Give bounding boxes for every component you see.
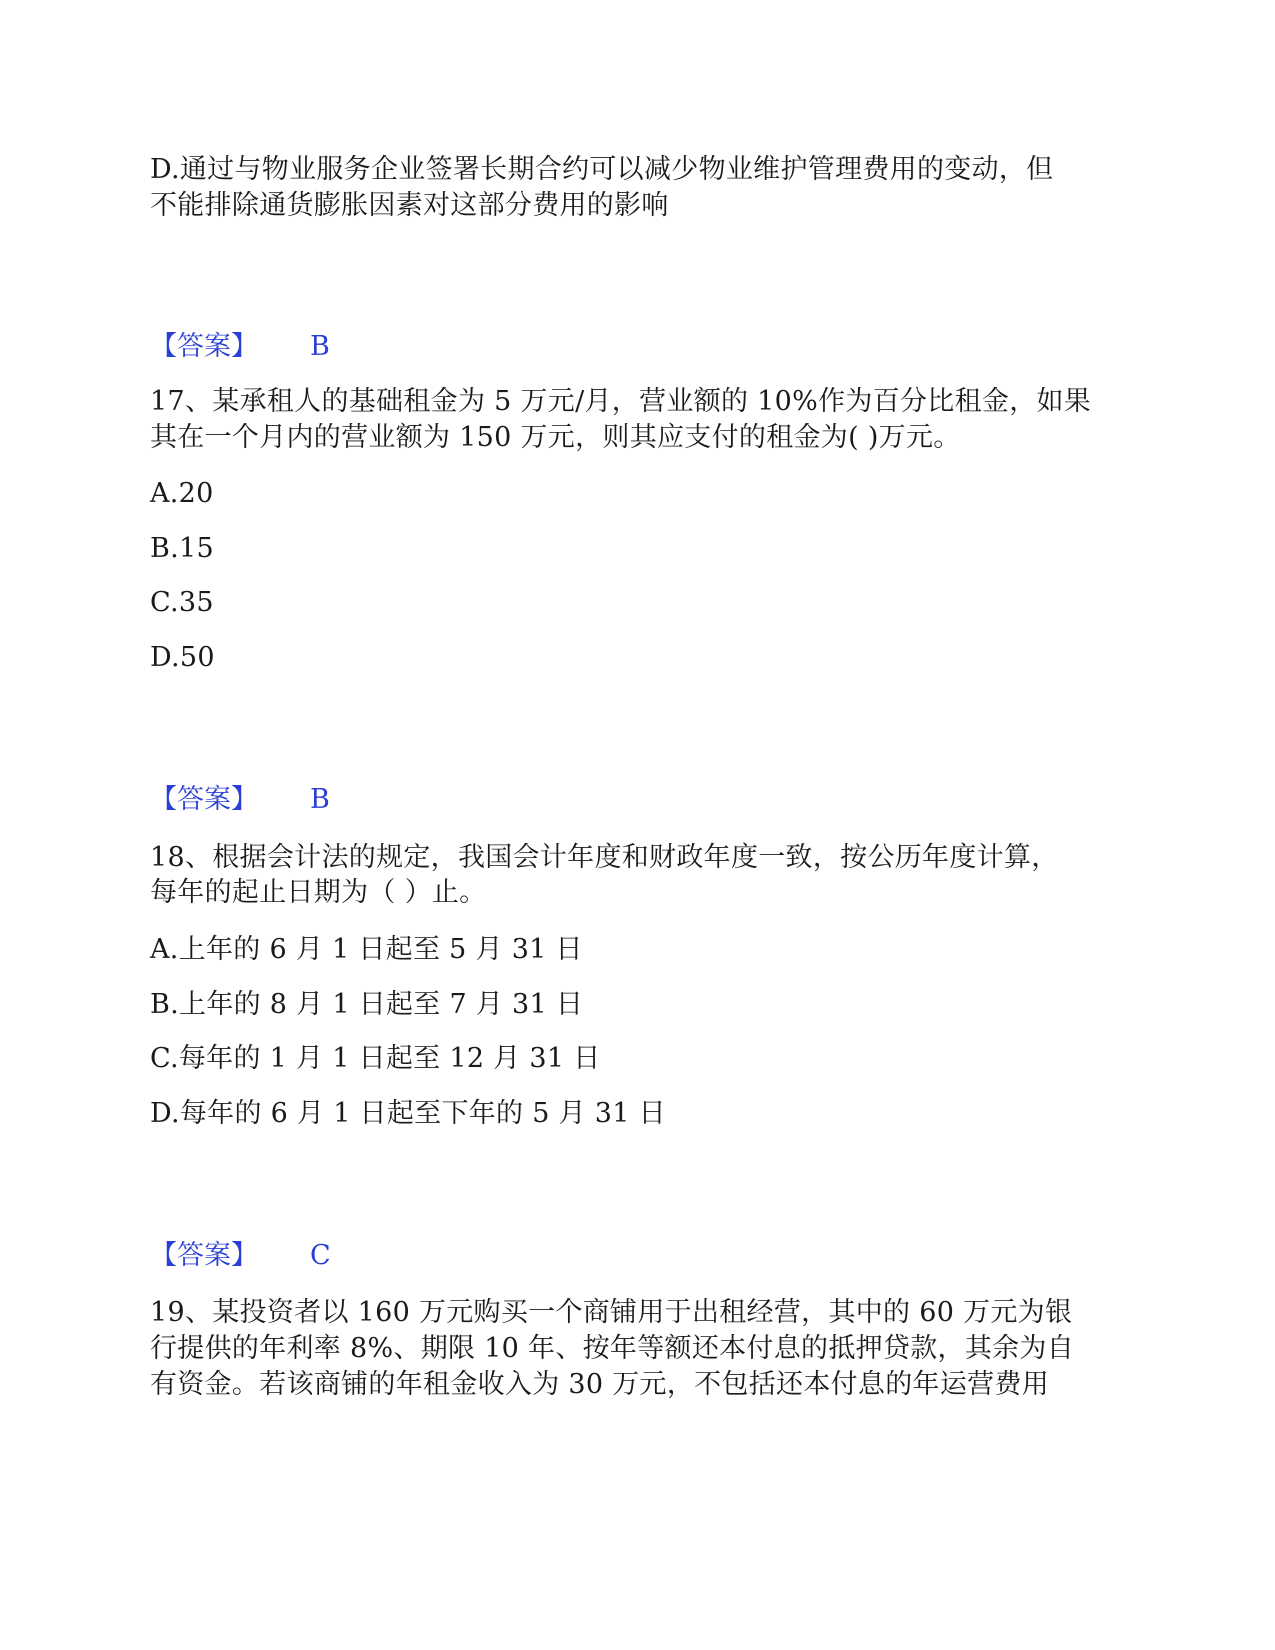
- answer-q16: [150, 329, 330, 365]
- answer-label: 【答案】: [150, 784, 258, 815]
- q18-stem-line2: 每年的起止日期为（ ）止。: [150, 877, 487, 908]
- q17-option-d: D.50: [150, 642, 215, 673]
- q17-option-a: A.20: [150, 478, 214, 509]
- answer-label: 【答案】: [150, 1240, 258, 1271]
- q16-option-d-line1: D.通过与物业服务企业签署长期合约可以减少物业维护管理费用的变动，但: [150, 154, 1054, 185]
- q19-stem-line2: 行提供的年利率 8%、期限 10 年、按年等额还本付息的抵押贷款，其余为自: [150, 1333, 1075, 1364]
- q17-stem-line2: 其在一个月内的营业额为 150 万元，则其应支付的租金为( )万元。: [150, 422, 961, 453]
- q18-option-c: C.每年的 1 月 1 日起至 12 月 31 日: [150, 1043, 601, 1074]
- answer-value: C: [310, 1240, 331, 1271]
- answer-value: B: [310, 331, 330, 362]
- answer-q18: [150, 1238, 331, 1274]
- answer-value: B: [310, 784, 330, 815]
- q18-stem-line1: 18、根据会计法的规定，我国会计年度和财政年度一致，按公历年度计算，: [150, 842, 1059, 873]
- q18-option-a: A.上年的 6 月 1 日起至 5 月 31 日: [150, 934, 583, 965]
- q17-option-c: C.35: [150, 587, 214, 618]
- q16-option-d-line2: 不能排除通货膨胀因素对这部分费用的影响: [150, 190, 669, 221]
- answer-q17: [150, 782, 330, 818]
- q19-stem-line1: 19、某投资者以 160 万元购买一个商铺用于出租经营，其中的 60 万元为银: [150, 1297, 1073, 1328]
- q19-stem-line3: 有资金。若该商铺的年租金收入为 30 万元，不包括还本付息的年运营费用: [150, 1369, 1050, 1400]
- q18-option-d: D.每年的 6 月 1 日起至下年的 5 月 31 日: [150, 1098, 666, 1129]
- q17-stem-line1: 17、某承租人的基础租金为 5 万元/月，营业额的 10%作为百分比租金，如果: [150, 386, 1092, 417]
- answer-label: 【答案】: [150, 331, 258, 362]
- q18-option-b: B.上年的 8 月 1 日起至 7 月 31 日: [150, 989, 584, 1020]
- q17-option-b: B.15: [150, 533, 214, 564]
